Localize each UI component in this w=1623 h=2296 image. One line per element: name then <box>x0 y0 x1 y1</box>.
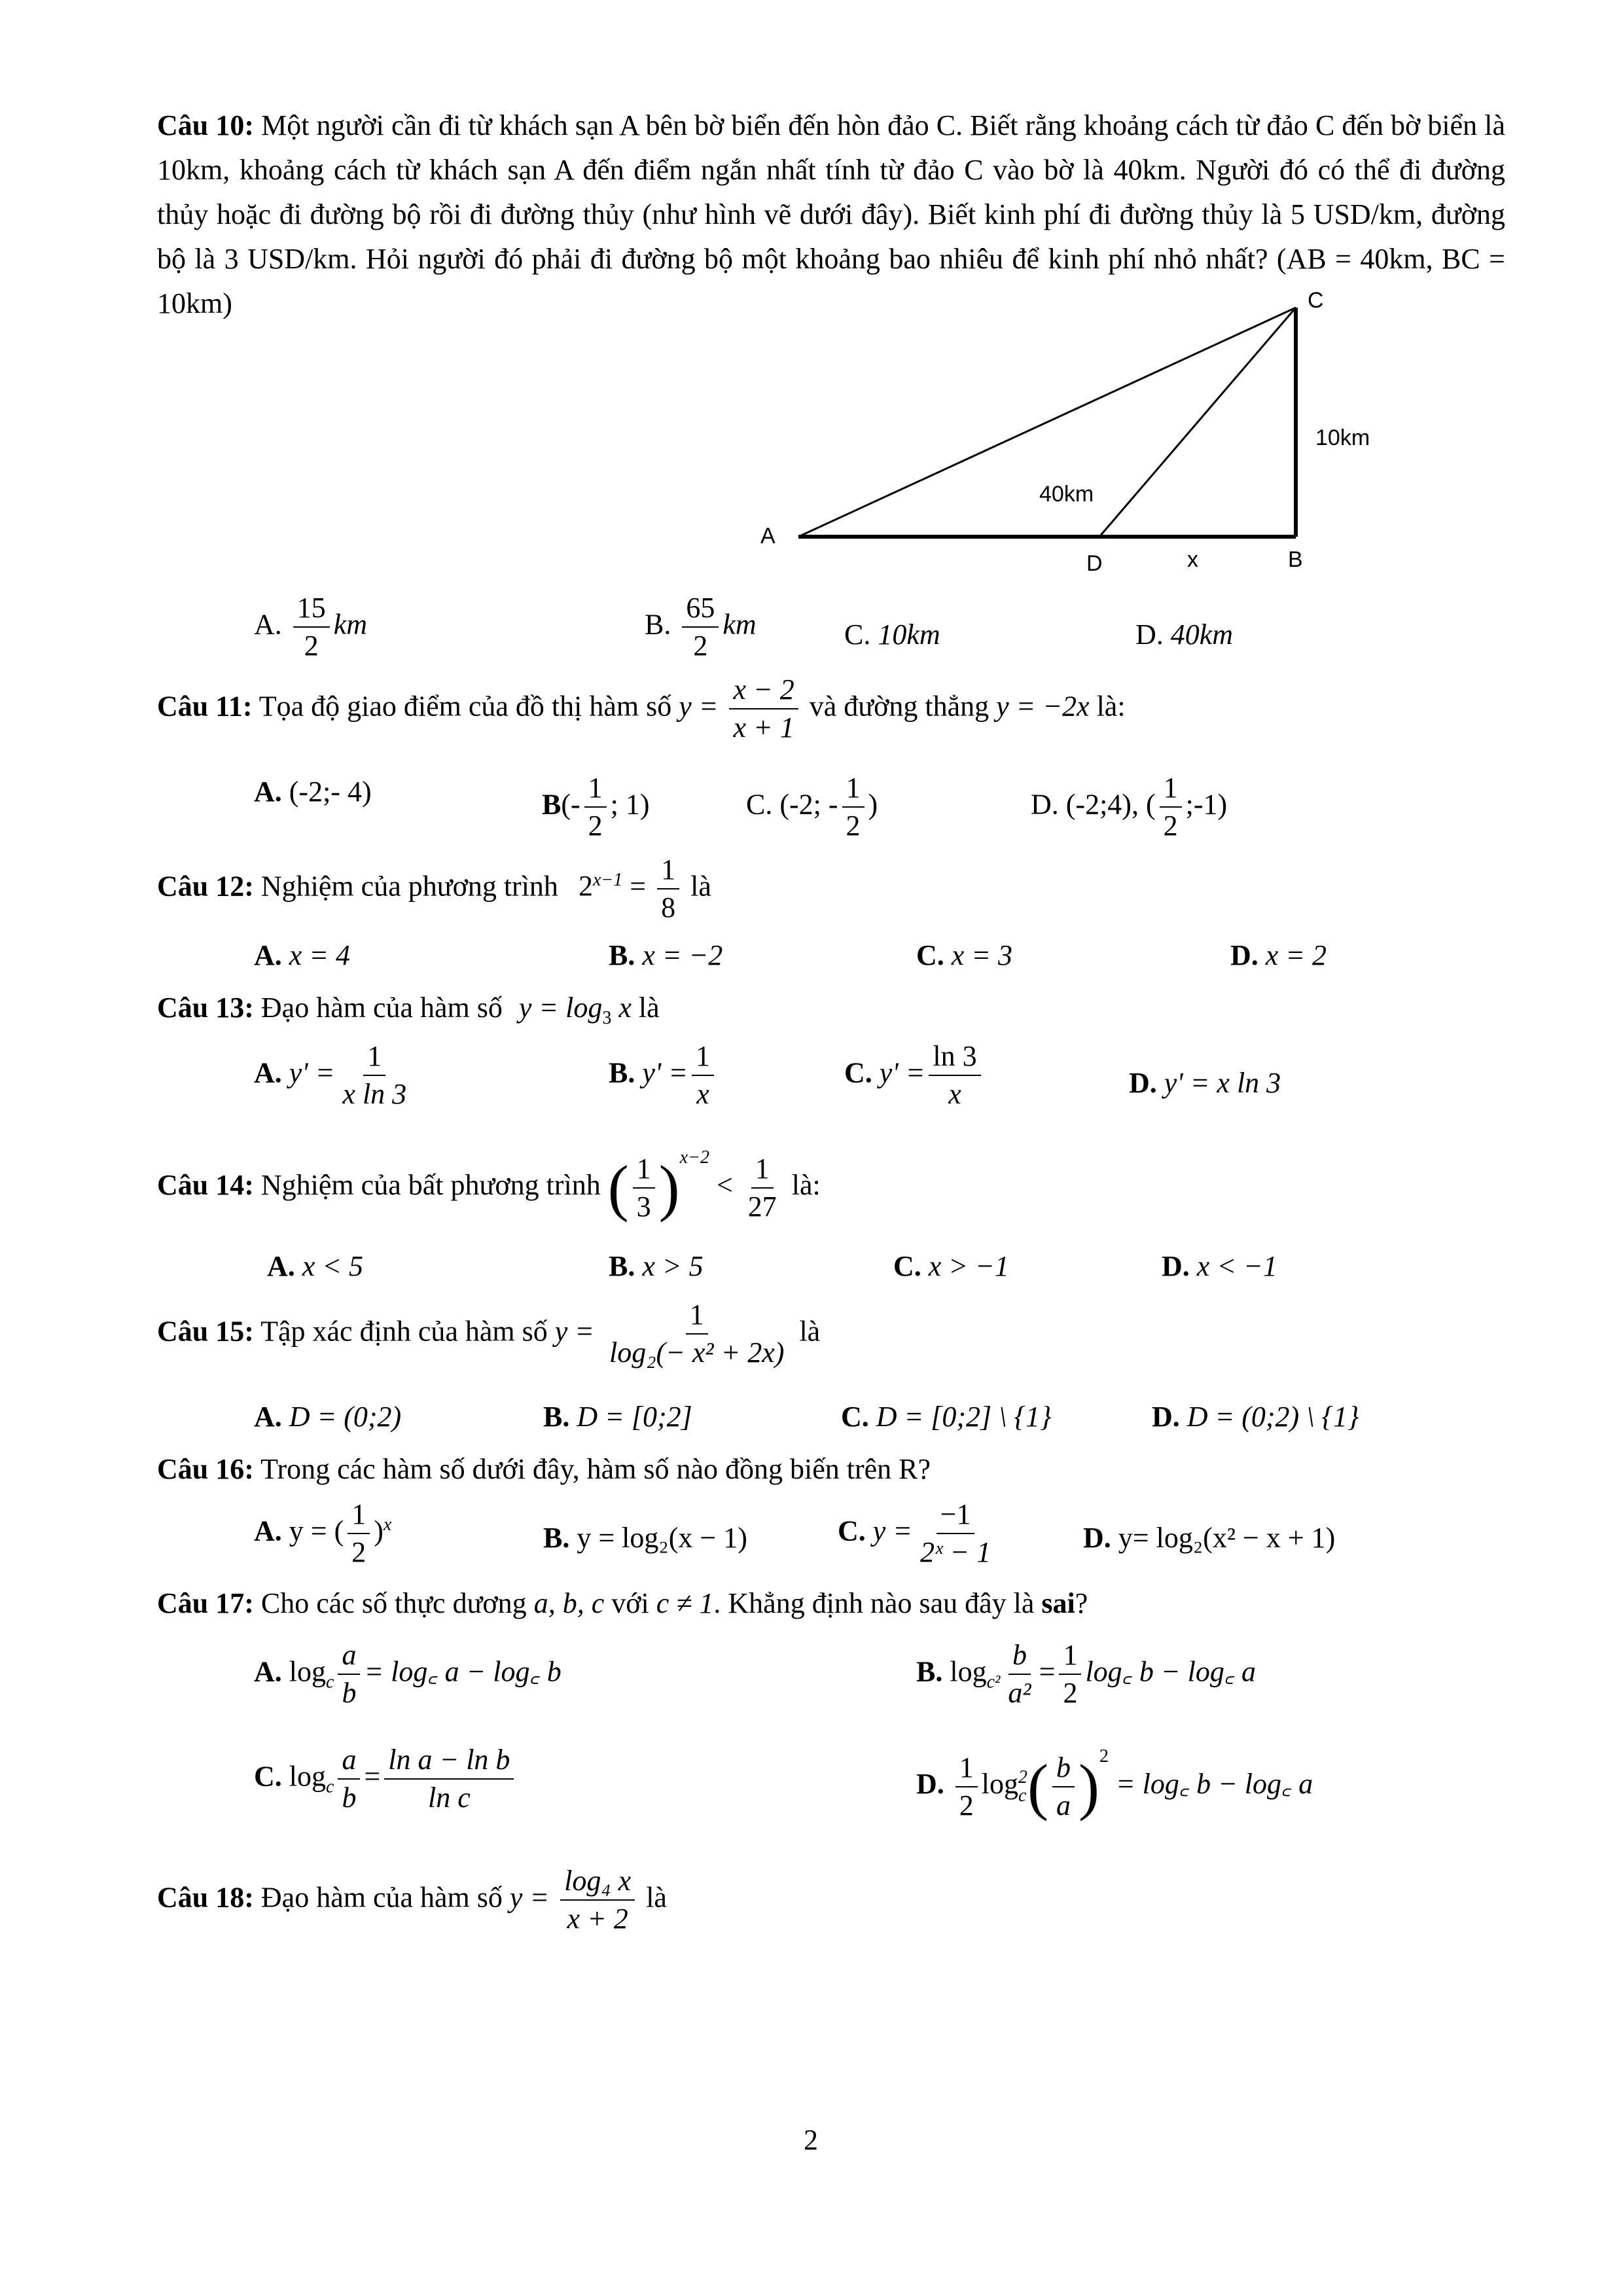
q12-option-d[interactable]: D. x = 2 <box>1230 939 1327 971</box>
q17-option-a[interactable]: A. $\log_c$ $\frac{a}{b}$ = log꜀ a − log꜀ b <box>254 1639 562 1710</box>
segment-x-label: x <box>1187 547 1198 572</box>
question-15-label: Câu 15: <box>157 1315 254 1348</box>
q15-option-b[interactable]: B. D = [0;2] <box>543 1401 692 1433</box>
q11-option-d[interactable]: D. (-2;4), ( $\frac{1}{2}$ ;-1) <box>1031 772 1228 842</box>
question-18: Câu 18: Đạo hàm của hàm số y = $\frac{\text{log₄ x}}{x + 2}$ là <box>157 1865 667 1935</box>
q11-function-fraction: $\frac{x - 2}{x + 1}$ <box>729 674 798 744</box>
q17-option-c[interactable]: C. $\log_c$ $\frac{a}{b}$ = $\frac{\text{ln a − ln b}}{\text{ln c}}$ <box>254 1744 518 1814</box>
q11-option-a[interactable]: A. (-2;- 4) <box>254 776 372 808</box>
question-11: Câu 11: Tọa độ giao điểm của đồ thị hàm số y = $\frac{x - 2}{x + 1}$ và đường thẳng y = −2x là: <box>157 673 1126 744</box>
question-14: Câu 14: Nghiệm của bất phương trình ( $\frac{1}{3}$ )$^{x-2}$ < $\frac{1}{27}$ là: <box>157 1147 821 1223</box>
question-15: Câu 15: Tập xác định của hàm số y = $\frac{1}{\text{log₂(− x² + 2x)}}$ là <box>157 1299 821 1369</box>
q17-option-b[interactable]: B. $\log_{c^2}$ $\frac{b}{\text{a²}}$ = $\frac{1}{2}$ log꜀ b − log꜀ a <box>916 1639 1257 1710</box>
question-11-label: Câu 11: <box>157 690 253 723</box>
q16-option-a[interactable]: A. y = ( $\frac{1}{2}$ )$^x$ <box>254 1498 392 1569</box>
question-17-label: Câu 17: <box>157 1587 254 1619</box>
q13-option-a[interactable]: A. y' = $\frac{1}{\text{x ln 3}}$ <box>254 1040 407 1111</box>
q13-option-d[interactable]: D. y' = x ln 3 <box>1129 1067 1281 1099</box>
q15-option-d[interactable]: D. D = (0;2) \ {1} <box>1152 1401 1359 1433</box>
point-d-label: D <box>1086 551 1103 576</box>
question-13-label: Câu 13: <box>157 992 254 1024</box>
q13-option-c[interactable]: C. y' = $\frac{\ln 3}{x}$ <box>844 1041 985 1111</box>
q17-option-d[interactable]: D. $\frac{1}{2}$ log 2 c ( $\frac{b}{a}$ )$^2$ = log꜀ b − log꜀ a <box>916 1746 1313 1821</box>
question-16: Câu 16: Trong các hàm số dưới đây, hàm số nào đồng biến trên R? <box>157 1453 931 1485</box>
question-16-label: Câu 16: <box>157 1453 254 1485</box>
q12-option-b[interactable]: B. x = −2 <box>609 939 723 971</box>
q10-opt-a-fraction: $\frac{15}{2}$ <box>293 592 330 662</box>
q10-opt-b-fraction: $\frac{65}{2}$ <box>682 592 719 662</box>
question-18-label: Câu 18: <box>157 1881 254 1914</box>
q14-option-b[interactable]: B. x > 5 <box>609 1250 704 1282</box>
question-12-label: Câu 12: <box>157 870 254 903</box>
q11-option-c[interactable]: C. (-2; - $\frac{1}{2}$ ) <box>746 772 878 842</box>
question-12: Câu 12: Nghiệm của phương trình $2^{x-1}$ = $\frac{1}{8}$ là <box>157 853 711 924</box>
q15-option-c[interactable]: C. D = [0;2] \ {1} <box>841 1401 1052 1433</box>
point-a-label: A <box>760 524 776 548</box>
line-dc <box>1099 308 1296 537</box>
q14-option-a[interactable]: A. x < 5 <box>267 1250 364 1282</box>
question-14-label: Câu 14: <box>157 1169 254 1201</box>
q12-option-c[interactable]: C. x = 3 <box>916 939 1013 971</box>
question-10-text: Một người cần đi từ khách sạn A bên bờ biển đến hòn đảo C. Biết rằng khoảng cách từ đảo C đến bờ biển là 10km, khoảng cách từ khách sạn A đến điểm ngắn nhất tính từ đảo C vào bờ là 40km. Người đó có thể đi đường thủy hoặc đi đường bộ rồi đi đường thủy (như hình vẽ dưới đây). Biết kinh phí đi đường thủy là 5 USD/km, đường bộ là 3 USD/km. Hỏi người đó phải đi đường bộ một khoảng bao nhiêu để kinh phí nhỏ nhất? (AB = 40km, BC = 10km) <box>157 109 1506 319</box>
distance-bc-label: 10km <box>1315 425 1370 450</box>
q14-option-c[interactable]: C. x > −1 <box>893 1250 1009 1282</box>
q15-option-a[interactable]: A. D = (0;2) <box>254 1401 402 1433</box>
q14-option-d[interactable]: D. x < −1 <box>1162 1250 1277 1282</box>
question-10-label: Câu 10: <box>157 109 254 141</box>
q10-option-b[interactable]: B. $\frac{65}{2}$ km <box>645 592 757 662</box>
point-b-label: B <box>1288 547 1303 572</box>
page-number: 2 <box>804 2124 818 2156</box>
q13-option-b[interactable]: B. y' = $\frac{1}{x}$ <box>609 1041 718 1111</box>
question-17: Câu 17: Cho các số thực dương a, b, c với c ≠ 1. Khẳng định nào sau đây là sai? <box>157 1587 1088 1619</box>
question-13: Câu 13: Đạo hàm của hàm số $y = \log_3 x$ là <box>157 992 660 1028</box>
q10-option-a[interactable]: A. $\frac{15}{2}$ km <box>254 592 368 662</box>
q16-option-b[interactable]: B. y = log₂(x − 1) <box>543 1522 747 1554</box>
q16-option-c[interactable]: C. y = $\frac{-1}{\text{2ˣ − 1}}$ <box>838 1498 991 1569</box>
q10-option-d[interactable]: D. 40km <box>1135 619 1234 651</box>
q12-option-a[interactable]: A. x = 4 <box>254 939 351 971</box>
triangle-diagram <box>720 288 1440 589</box>
q16-option-d[interactable]: D. y= log₂(x² − x + 1) <box>1083 1522 1336 1554</box>
q11-option-b[interactable]: B(- $\frac{1}{2}$ ; 1) <box>542 772 650 842</box>
distance-ac-label: 40km <box>1039 482 1094 507</box>
point-c-label: C <box>1308 288 1324 313</box>
q10-option-c[interactable]: C. 10km <box>844 619 940 651</box>
